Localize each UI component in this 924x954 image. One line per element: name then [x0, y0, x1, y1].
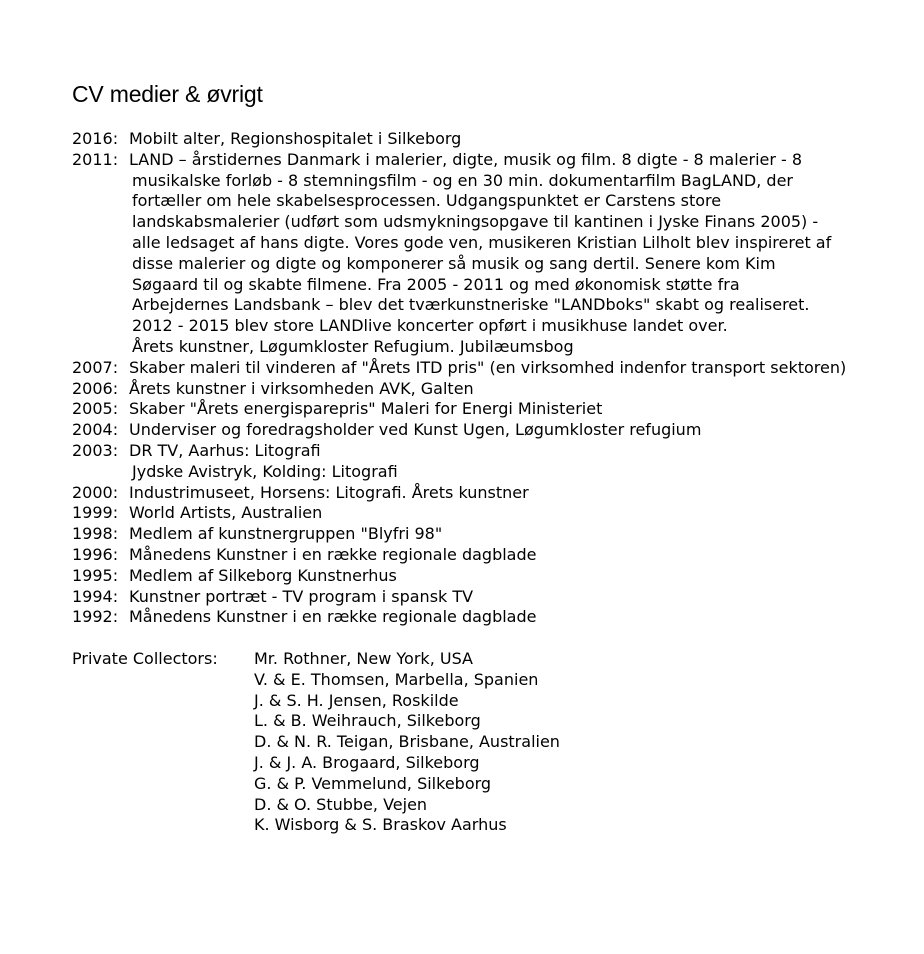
collector-name: J. & J. A. Brogaard, Silkeborg — [254, 752, 480, 772]
entry-year: 1998: — [72, 524, 119, 544]
entry-continuation-line: Jydske Avistryk, Kolding: Litografi — [132, 461, 398, 481]
cv-entry-2016 — [72, 129, 902, 150]
collector-name: D. & O. Stubbe, Vejen — [254, 794, 428, 814]
entry-year: 1999: — [72, 503, 119, 523]
entry-text: Skaber "Årets energisparepris" Maleri for Energi Ministeriet — [129, 399, 603, 419]
cv-entry-2007 — [72, 358, 902, 379]
cv-entry-2011 — [72, 150, 902, 171]
cv-entry-2011-continuation — [72, 171, 902, 358]
collector-name: D. & N. R. Teigan, Brisbane, Australien — [254, 732, 560, 752]
cv-entry-2006 — [72, 379, 902, 400]
cv-entry-2003-continuation — [72, 462, 902, 483]
entry-year: 2007: — [72, 357, 119, 377]
entry-text: Medlem af kunstnergruppen "Blyfri 98" — [129, 524, 443, 544]
private-collectors — [72, 649, 902, 836]
cv-entry-1992 — [72, 607, 902, 628]
cv-page — [72, 80, 902, 836]
entry-year: 1992: — [72, 607, 119, 627]
entry-continuation-line: Søgaard til og skabte filmene. Fra 2005 - 2011 og med økonomisk støtte fra — [132, 274, 740, 294]
collector-name: G. & P. Vemmelund, Silkeborg — [254, 773, 492, 793]
cv-entry-1994 — [72, 587, 902, 608]
cv-list — [72, 129, 902, 628]
entry-continuation-line: Arbejdernes Landsbank – blev det tværkunstneriske "LANDboks" skabt og realiseret. — [132, 295, 810, 315]
collector-name: L. & B. Weihrauch, Silkeborg — [254, 711, 481, 731]
collectors-label: Private Collectors: — [72, 648, 218, 668]
page-title: CV medier & øvrigt — [72, 81, 263, 107]
entry-year: 2006: — [72, 378, 119, 398]
entry-text: Månedens Kunstner i en række regionale dagblade — [129, 607, 537, 627]
entry-continuation-line: landskabsmalerier (udført som udsmykningsopgave til kantinen i Jyske Finans 2005) - — [132, 212, 819, 232]
entry-year: 2005: — [72, 399, 119, 419]
entry-text: Medlem af Silkeborg Kunstnerhus — [129, 565, 397, 585]
entry-year: 2016: — [72, 129, 119, 148]
collector-name: J. & S. H. Jensen, Roskilde — [254, 690, 459, 710]
cv-entry-1995 — [72, 566, 902, 587]
entry-text: Mobilt alter, Regionshospitalet i Silkeborg — [129, 129, 462, 148]
entry-continuation-line: disse malerier og digte og komponerer så musik og sang dertil. Senere kom Kim — [132, 253, 776, 273]
collectors-list — [254, 649, 560, 836]
entry-year: 1996: — [72, 544, 119, 564]
entry-year: 1995: — [72, 565, 119, 585]
entry-text: World Artists, Australien — [129, 503, 323, 523]
entry-text: LAND – årstidernes Danmark i malerier, digte, musik og film. 8 digte - 8 malerier - 8 — [129, 149, 803, 169]
collector-name: K. Wisborg & S. Braskov Aarhus — [254, 815, 507, 835]
entry-continuation-line: alle ledsaget af hans digte. Vores gode ven, musikeren Kristian Lilholt blev inspireret af — [132, 232, 832, 252]
entry-continuation-line: Årets kunstner, Løgumkloster Refugium. Jubilæumsbog — [132, 336, 574, 356]
entry-text: DR TV, Aarhus: Litografi — [129, 440, 321, 460]
cv-entry-1999 — [72, 503, 902, 524]
entry-year: 2011: — [72, 149, 119, 169]
entry-text: Skaber maleri til vinderen af "Årets ITD pris" (en virksomhed indenfor transport sektoren) — [129, 357, 847, 377]
cv-entry-2004 — [72, 420, 902, 441]
entry-year: 2000: — [72, 482, 119, 502]
entry-text: Årets kunstner i virksomheden AVK, Galten — [129, 378, 474, 398]
entry-continuation-line: 2012 - 2015 blev store LANDlive koncerter opført i musikhuse landet over. — [132, 316, 728, 336]
entry-year: 2003: — [72, 440, 119, 460]
cv-entry-1998 — [72, 524, 902, 545]
entry-year: 2004: — [72, 420, 119, 440]
cv-entry-1996 — [72, 545, 902, 566]
cv-entry-2000 — [72, 483, 902, 504]
cv-entry-2003 — [72, 441, 902, 462]
entry-text: Kunstner portræt - TV program i spansk TV — [129, 586, 474, 606]
entry-text: Underviser og foredragsholder ved Kunst Ugen, Løgumkloster refugium — [129, 420, 702, 440]
collector-name: Mr. Rothner, New York, USA — [254, 648, 473, 668]
entry-continuation-line: fortæller om hele skabelsesprocessen. Udgangspunktet er Carstens store — [132, 191, 722, 211]
entry-continuation-line: musikalske forløb - 8 stemningsfilm - og en 30 min. dokumentarfilm BagLAND, der — [132, 170, 793, 190]
entry-text: Industrimuseet, Horsens: Litografi. Årets kunstner — [129, 482, 529, 502]
cv-entry-2005 — [72, 399, 902, 420]
entry-year: 1994: — [72, 586, 119, 606]
entry-text: Månedens Kunstner i en række regionale dagblade — [129, 544, 537, 564]
collector-name: V. & E. Thomsen, Marbella, Spanien — [254, 669, 539, 689]
